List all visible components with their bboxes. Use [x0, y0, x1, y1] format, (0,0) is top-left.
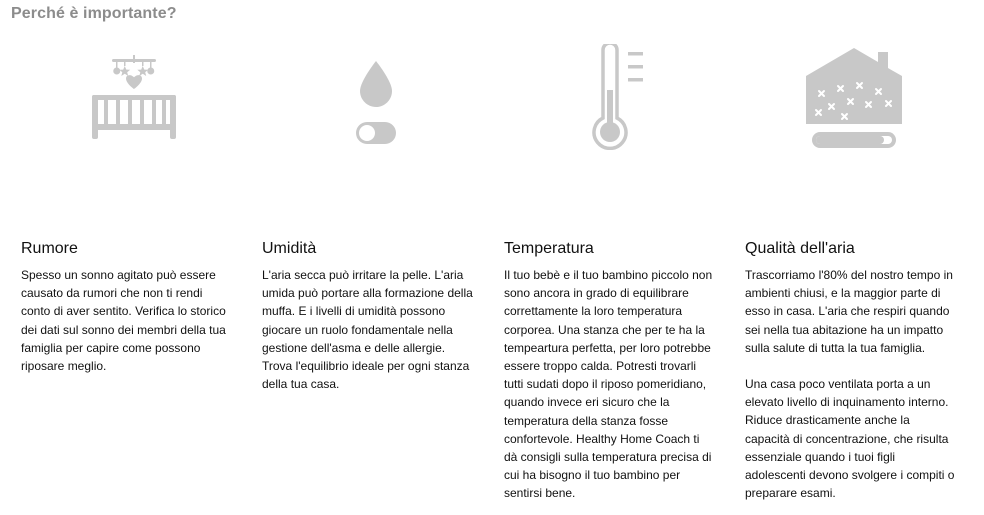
section-text: Trascorriamo l'80% del nostro tempo in ambienti chiusi, e la maggior parte di esso in casa. L'aria che respiri quando sei nella tua abitazione ha un impatto sulla salute di tutta la tua famiglia. — [745, 268, 953, 355]
water-drop-toggle-icon — [352, 55, 400, 147]
section-title: Temperatura — [504, 240, 594, 257]
crib-icon — [88, 55, 180, 143]
section-text: Spesso un sonno agitato può essere causato da rumori che non ti rendi conto di aver sentito. Verifica lo storico dei dati sul sonno dei membri della tua famiglia per capire come possono riposare meglio. — [21, 268, 226, 374]
section-text: Una casa poco ventilata porta a un elevato livello di inquinamento interno. Riduce drasticamente anche la capacità di concentrazione, che risulta essenziale quando i tuoi figli adolescenti devono svolgere i compiti o preparare esami. — [745, 377, 955, 501]
section-title: Umidità — [262, 240, 317, 257]
section-air-quality — [745, 240, 957, 502]
section-noise — [21, 240, 233, 375]
section-text: L'aria secca può irritare la pelle. L'aria umida può portare alla formazione della muffa. E i livelli di umidità possono giocare un ruolo fondamentale nella gestione dell'asma e delle allergie. Trova l'equilibrio ideale per ogni stanza della tua casa. — [262, 268, 473, 392]
page-heading: Perché è importante? — [11, 5, 177, 22]
section-title: Qualità dell'aria — [745, 240, 855, 257]
section-humidity — [262, 240, 474, 393]
section-title: Rumore — [21, 240, 78, 257]
house-air-icon — [802, 44, 906, 150]
section-temperature — [504, 240, 716, 503]
thermometer-icon — [590, 44, 650, 150]
section-text: Il tuo bebè e il tuo bambino piccolo non sono ancora in grado di equilibrare correttamente la loro temperatura corporea. Una stanza che per te ha la tempeartura perfetta, per loro potrebbe essere troppo calda. Potresti trovarli tutti sudati dopo il riposo pomeridiano, quando invece eri sicuro che la temperatura della stanza fosse confortevole. Healthy Home Coach ti dà consigli sulla temperatura precisa di cui ha bisogno il tuo bambino per sentirsi bene. — [504, 268, 713, 501]
